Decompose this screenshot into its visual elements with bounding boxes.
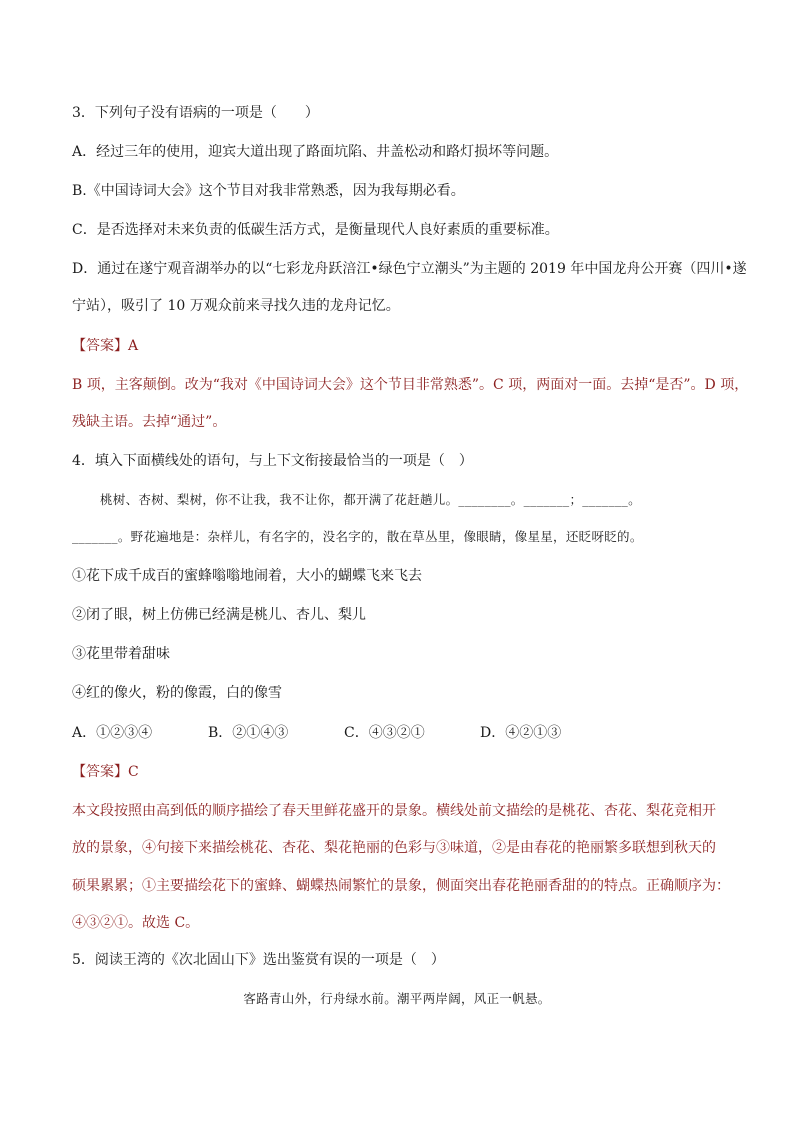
- q4-explanation-line3: 硕果累累；①主要描绘花下的蜜蜂、蝴蝶热闹繁忙的景象，侧面突出春花艳丽香甜的的特点。正确顺序为：: [72, 878, 730, 894]
- q3-explanation-line2: 残缺主语。去掉“通过”。: [72, 414, 227, 430]
- q4-item-4: ④红的像火，粉的像霞，白的像雪: [72, 685, 282, 701]
- q4-explanation-line4: ④③②①。故选 C。: [72, 915, 200, 931]
- q4-passage-line2: _______。野花遍地是：杂样儿，有名字的，没名字的，散在草丛里，像眼睛，像星星，还眨呀眨的。: [72, 529, 643, 544]
- q3-option-b: B.《中国诗词大会》这个节目对我非常熟悉，因为我每期必看。: [72, 183, 465, 199]
- q4-stem: 4．填入下面横线处的语句，与上下文衔接最恰当的一项是（ ）: [72, 453, 473, 469]
- q4-options: [72, 723, 722, 743]
- q4-option-c: C．④③②①: [344, 725, 425, 741]
- q4-answer: 【答案】C: [72, 764, 139, 780]
- q4-passage-line1: 桃树、杏树、梨树，你不让我，我不让你，都开满了花赶趟儿。________。_______；_______。: [100, 492, 641, 507]
- q4-option-a: A．①②③④: [72, 725, 153, 741]
- q5-stem: 5．阅读王湾的《次北固山下》选出鉴赏有误的一项是（ ）: [72, 952, 445, 968]
- q4-explanation-line2: 放的景象，④句接下来描绘桃花、杏花、梨花艳丽的色彩与③味道，②是由春花的艳丽繁多联想到秋天的: [72, 840, 716, 856]
- q3-option-c: C．是否选择对未来负责的低碳生活方式，是衡量现代人良好素质的重要标准。: [72, 222, 559, 238]
- q4-option-d: D．④②①③: [480, 725, 562, 741]
- q3-option-a: A．经过三年的使用，迎宾大道出现了路面坑陷、井盖松动和路灯损坏等问题。: [72, 144, 559, 160]
- q4-item-1: ①花下成千成百的蜜蜂嗡嗡地闹着，大小的蝴蝶飞来飞去: [72, 568, 422, 584]
- q4-explanation-line1: 本文段按照由高到低的顺序描绘了春天里鲜花盛开的景象。横线处前文描绘的是桃花、杏花、梨花竞相开: [72, 803, 716, 819]
- q4-item-2: ②闭了眼，树上仿佛已经满是桃儿、杏儿、梨儿: [72, 607, 366, 623]
- q3-answer: 【答案】A: [72, 338, 139, 354]
- q3-option-d-line2: 宁站），吸引了 10 万观众前来寻找久违的龙舟记忆。: [72, 298, 400, 314]
- q3-stem: 3．下列句子没有语病的一项是（ ）: [72, 105, 319, 121]
- q4-option-b: B．②①④③: [208, 725, 289, 741]
- q4-item-3: ③花里带着甜味: [72, 646, 170, 662]
- q5-poem: 客路青山外，行舟绿水前。潮平两岸阔，风正一帆悬。: [243, 991, 551, 1006]
- q3-explanation-line1: B 项，主客颠倒。改为“我对《中国诗词大会》这个节目非常熟悉”。C 项，两面对一面。去掉“是否”。D 项，: [72, 377, 749, 393]
- q3-option-d-line1: D．通过在遂宁观音湖举办的以“七彩龙舟跃涪江•绿色宁立潮头”为主题的 2019 年中国龙舟公开赛（四川•遂: [72, 261, 747, 277]
